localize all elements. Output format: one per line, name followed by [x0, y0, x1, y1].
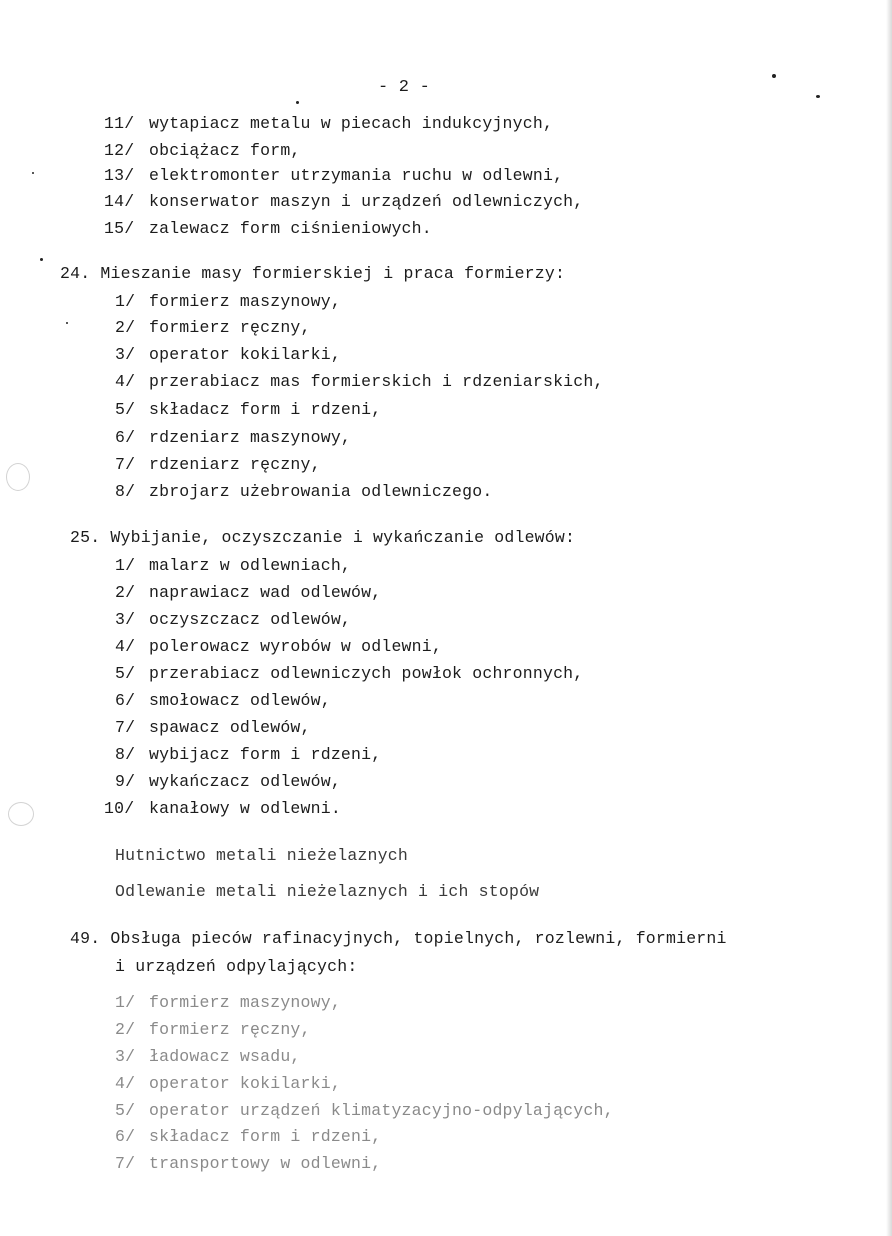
punch-hole-mark [6, 463, 30, 491]
list-item-number: 5/ [115, 664, 136, 683]
list-item-text: polerowacz wyrobów w odlewni, [149, 637, 442, 656]
scan-speck [816, 95, 820, 98]
list-item-number: 2/ [115, 1020, 136, 1039]
scan-speck [32, 172, 34, 174]
list-item-text: kanałowy w odlewni. [149, 799, 341, 818]
list-item-text: wykańczacz odlewów, [149, 772, 341, 791]
scan-speck [40, 258, 43, 261]
page-number: - 2 - [378, 78, 431, 97]
list-item-text: zbrojarz użebrowania odlewniczego. [149, 482, 493, 501]
list-item-number: 3/ [115, 1047, 136, 1066]
list-item-number: 15/ [104, 219, 135, 238]
list-item-text: operator urządzeń klimatyzacyjno-odpylających, [149, 1101, 614, 1120]
list-item-text: spawacz odlewów, [149, 718, 311, 737]
list-item-text: oczyszczacz odlewów, [149, 610, 352, 629]
list-item-number: 14/ [104, 192, 135, 211]
list-item-text: obciążacz form, [149, 141, 301, 160]
list-item-number: 1/ [115, 993, 136, 1012]
list-item-number: 12/ [104, 141, 135, 160]
list-item-text: formierz ręczny, [149, 318, 311, 337]
list-item-number: 6/ [115, 691, 136, 710]
list-item-number: 1/ [115, 556, 136, 575]
section-24-heading: 24. Mieszanie masy formierskiej i praca formierzy: [60, 264, 566, 283]
list-item-text: rdzeniarz maszynowy, [149, 428, 352, 447]
list-item-text: zalewacz form ciśnieniowych. [149, 219, 432, 238]
list-item-text: przerabiacz odlewniczych powłok ochronnych, [149, 664, 584, 683]
list-item-number: 11/ [104, 114, 135, 133]
list-item-number: 4/ [115, 637, 136, 656]
list-item-number: 7/ [115, 718, 136, 737]
list-item-number: 6/ [115, 428, 136, 447]
list-item-text: rdzeniarz ręczny, [149, 455, 321, 474]
section-25-heading: 25. Wybijanie, oczyszczanie i wykańczanie odlewów: [70, 528, 576, 547]
list-item-number: 3/ [115, 610, 136, 629]
scan-speck [66, 322, 68, 324]
list-item-number: 10/ [104, 799, 135, 818]
list-item-text: wytapiacz metalu w piecach indukcyjnych, [149, 114, 554, 133]
punch-hole-mark [8, 802, 34, 826]
list-item-number: 5/ [115, 400, 136, 419]
list-item-text: wybijacz form i rdzeni, [149, 745, 382, 764]
subheading-nonferrous-metallurgy: Hutnictwo metali nieżelaznych [115, 846, 408, 865]
list-item-text: operator kokilarki, [149, 345, 341, 364]
list-item-number: 8/ [115, 745, 136, 764]
list-item-number: 2/ [115, 318, 136, 337]
list-item-text: formierz ręczny, [149, 1020, 311, 1039]
list-item-number: 7/ [115, 1154, 136, 1173]
list-item-number: 1/ [115, 292, 136, 311]
scan-speck [772, 74, 776, 78]
list-item-text: ładowacz wsadu, [149, 1047, 301, 1066]
section-49-heading: 49. Obsługa pieców rafinacyjnych, topielnych, rozlewni, formierni [70, 929, 727, 948]
list-item-number: 9/ [115, 772, 136, 791]
list-item-number: 6/ [115, 1127, 136, 1146]
section-49-heading-cont: i urządzeń odpylających: [115, 957, 358, 976]
list-item-text: składacz form i rdzeni, [149, 400, 382, 419]
list-item-text: elektromonter utrzymania ruchu w odlewni, [149, 166, 564, 185]
list-item-text: konserwator maszyn i urządzeń odlewniczych, [149, 192, 584, 211]
list-item-text: formierz maszynowy, [149, 993, 341, 1012]
list-item-number: 4/ [115, 372, 136, 391]
list-item-number: 8/ [115, 482, 136, 501]
list-item-number: 5/ [115, 1101, 136, 1120]
list-item-text: malarz w odlewniach, [149, 556, 352, 575]
list-item-text: smołowacz odlewów, [149, 691, 331, 710]
list-item-text: transportowy w odlewni, [149, 1154, 382, 1173]
list-item-number: 4/ [115, 1074, 136, 1093]
list-item-number: 2/ [115, 583, 136, 602]
subheading-nonferrous-casting: Odlewanie metali nieżelaznych i ich stopów [115, 882, 540, 901]
list-item-number: 7/ [115, 455, 136, 474]
list-item-text: operator kokilarki, [149, 1074, 341, 1093]
list-item-text: przerabiacz mas formierskich i rdzeniarskich, [149, 372, 604, 391]
list-item-text: formierz maszynowy, [149, 292, 341, 311]
scan-speck [296, 101, 299, 104]
list-item-number: 3/ [115, 345, 136, 364]
scan-edge-shadow [886, 0, 892, 1236]
list-item-text: naprawiacz wad odlewów, [149, 583, 382, 602]
list-item-number: 13/ [104, 166, 135, 185]
list-item-text: składacz form i rdzeni, [149, 1127, 382, 1146]
